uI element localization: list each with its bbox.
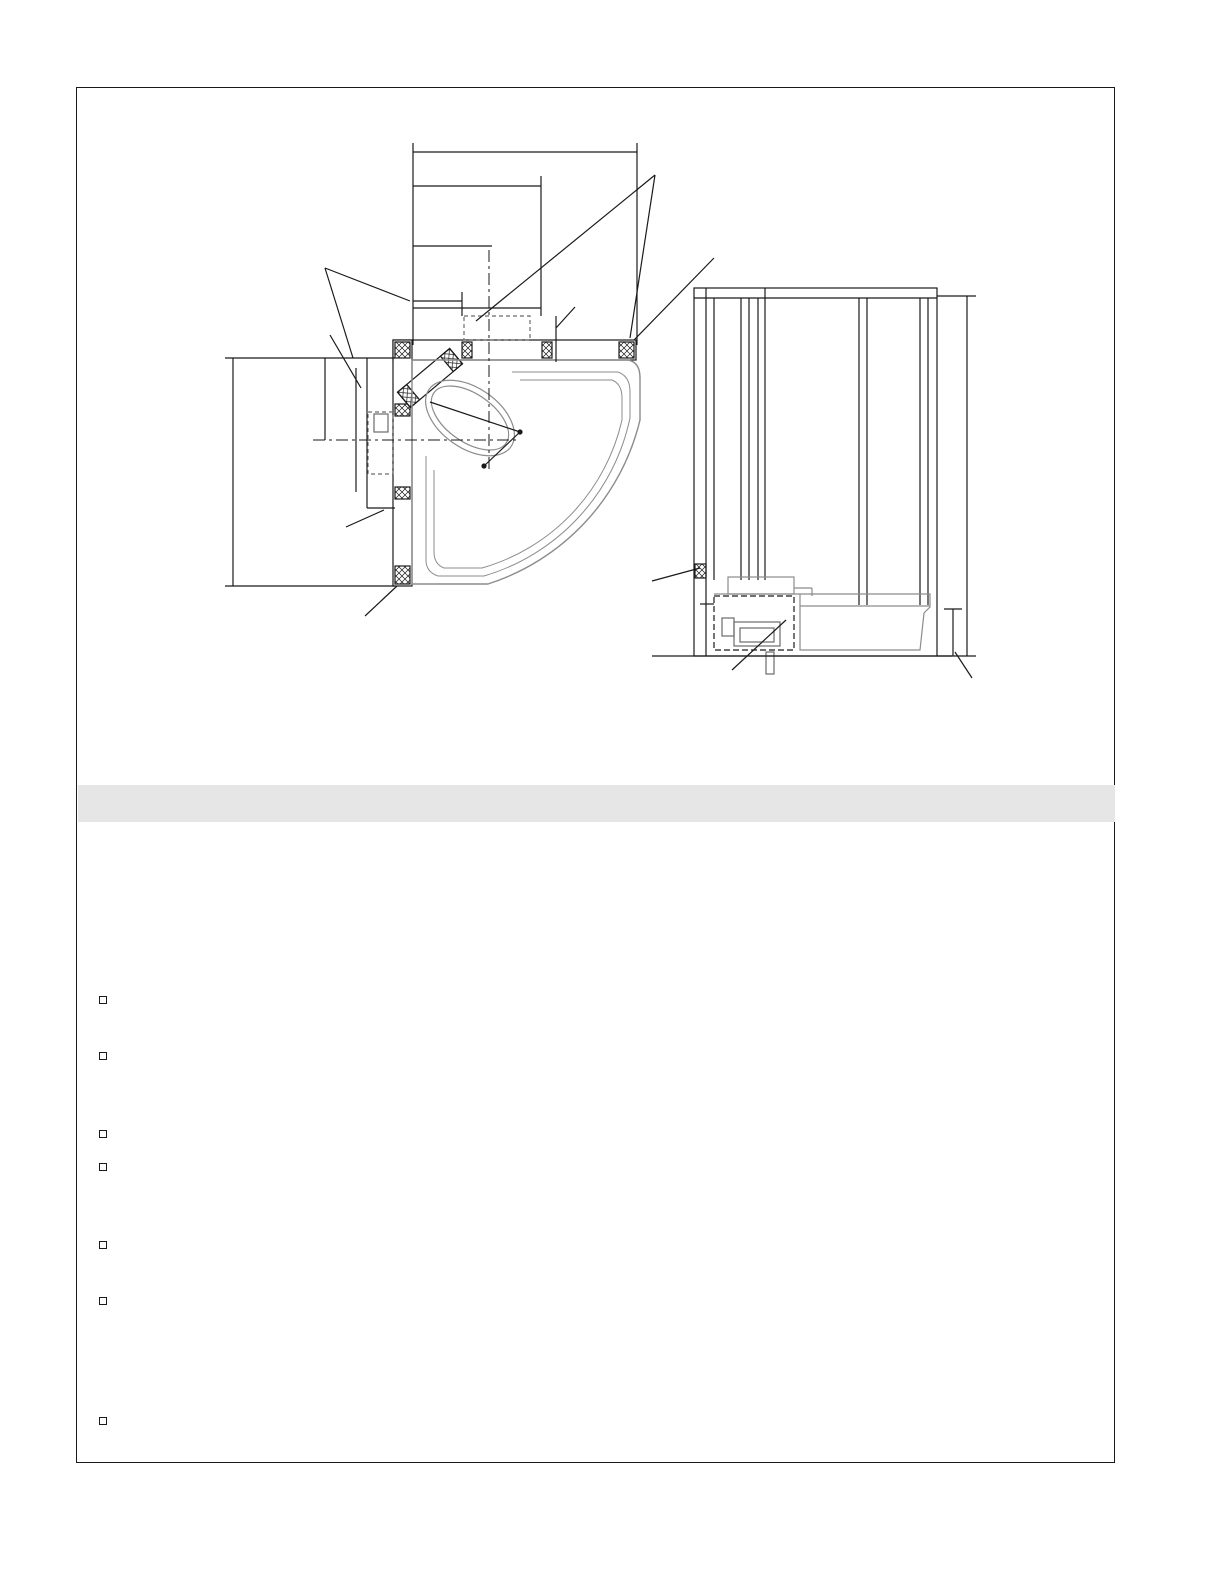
tub-outline	[412, 360, 640, 584]
roughing-in-drawing	[0, 0, 1225, 790]
valve-box-left	[368, 412, 393, 474]
enclosure-frame	[694, 288, 937, 656]
checklist-checkbox[interactable]	[99, 1052, 107, 1060]
checklist-checkbox[interactable]	[99, 1163, 107, 1171]
plan-view	[225, 143, 714, 616]
checklist-checkbox[interactable]	[99, 1241, 107, 1249]
checklist-checkbox[interactable]	[99, 996, 107, 1004]
valve-box-top	[464, 316, 530, 340]
left-wall	[393, 340, 412, 586]
checklist-checkbox[interactable]	[99, 1417, 107, 1425]
checklist-checkbox[interactable]	[99, 1130, 107, 1138]
top-wall	[393, 340, 636, 360]
elevation-view	[652, 288, 976, 678]
checklist-checkbox[interactable]	[99, 1297, 107, 1305]
section-band	[78, 785, 1115, 822]
